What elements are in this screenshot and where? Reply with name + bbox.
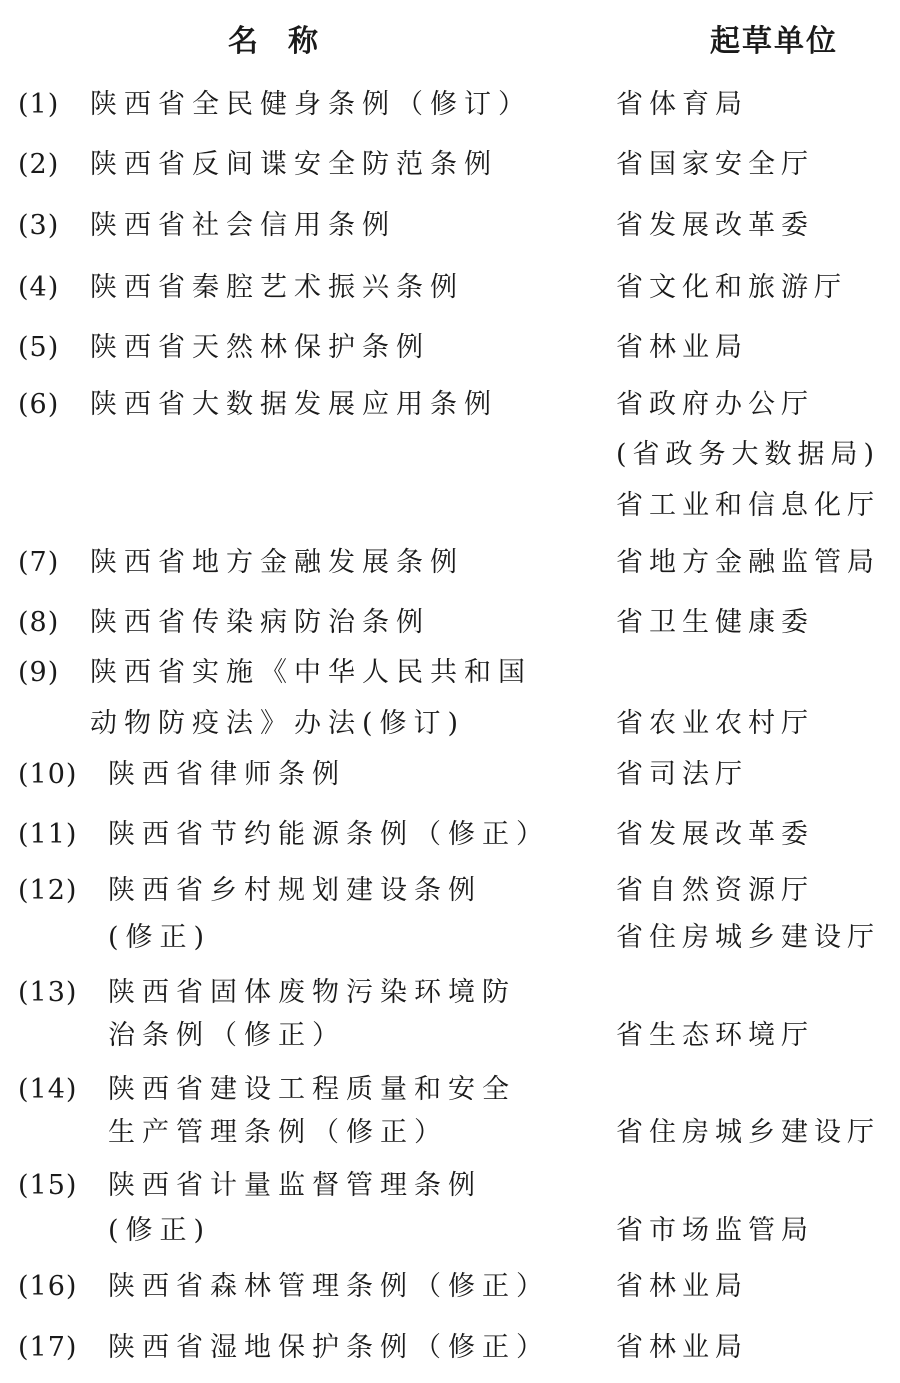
regulation-name: 陕西省固体废物污染环境防	[108, 977, 516, 1008]
drafting-unit: 省市场监管局	[616, 1215, 814, 1246]
regulation-name: 陕西省天然林保护条例	[90, 332, 430, 363]
item-number: (13)	[18, 977, 78, 1008]
list-item-line	[0, 82, 900, 128]
regulation-name: 治条例（修正）	[108, 1020, 346, 1051]
list-item-line	[0, 142, 900, 188]
drafting-unit: 省生态环境厅	[616, 1020, 814, 1051]
list-item-line	[0, 1163, 900, 1209]
item-number: (17)	[18, 1332, 78, 1363]
item-number: (11)	[18, 819, 78, 850]
drafting-unit: 省住房城乡建设厅	[616, 1117, 880, 1148]
drafting-unit: 省林业局	[616, 332, 748, 363]
list-item-line	[0, 432, 900, 478]
list-item-line	[0, 1208, 900, 1254]
drafting-unit: 省地方金融监管局	[616, 547, 880, 578]
item-number: (9)	[18, 657, 60, 688]
item-number: (8)	[18, 607, 60, 638]
regulation-name: 陕西省全民健身条例（修订）	[90, 89, 532, 120]
item-number: (5)	[18, 332, 60, 363]
column-header-name-char-1: 名	[228, 24, 260, 59]
list-item-line	[0, 325, 900, 371]
list-item-line	[0, 701, 900, 747]
item-number: (2)	[18, 149, 60, 180]
item-number: (3)	[18, 210, 60, 241]
column-header-name-char-2: 称	[288, 24, 320, 59]
item-number: (12)	[18, 875, 78, 906]
list-item-line	[0, 1264, 900, 1310]
regulation-name: 生产管理条例（修正）	[108, 1117, 448, 1148]
list-item-line	[0, 915, 900, 961]
drafting-unit: 省住房城乡建设厅	[616, 922, 880, 953]
drafting-unit: 省发展改革委	[616, 819, 814, 850]
regulation-name: 陕西省社会信用条例	[90, 210, 396, 241]
item-number: (1)	[18, 89, 60, 120]
drafting-unit: 省农业农村厅	[616, 708, 814, 739]
regulation-name: 陕西省乡村规划建设条例	[108, 875, 482, 906]
item-number: (6)	[18, 389, 60, 420]
drafting-unit: 省文化和旅游厅	[616, 272, 847, 303]
list-item-line	[0, 650, 900, 696]
list-item-line	[0, 540, 900, 586]
regulation-name: 陕西省传染病防治条例	[90, 607, 430, 638]
list-item-line	[0, 203, 900, 249]
list-item-line	[0, 382, 900, 428]
list-item-line	[0, 483, 900, 529]
item-number: (16)	[18, 1271, 78, 1302]
item-number: (14)	[18, 1074, 78, 1105]
list-item-line	[0, 1325, 900, 1371]
regulation-name: 陕西省大数据发展应用条例	[90, 389, 498, 420]
drafting-unit: 省司法厅	[616, 759, 748, 790]
drafting-unit: 省卫生健康委	[616, 607, 814, 638]
drafting-unit: 省国家安全厅	[616, 149, 814, 180]
regulation-name: 陕西省湿地保护条例（修正）	[108, 1332, 550, 1363]
list-item-line	[0, 752, 900, 798]
drafting-unit: 省政府办公厅	[616, 389, 814, 420]
drafting-unit: (省政务大数据局)	[616, 439, 881, 470]
item-number: (4)	[18, 272, 60, 303]
regulation-name: (修正)	[108, 1215, 212, 1246]
drafting-unit: 省工业和信息化厅	[616, 490, 880, 521]
list-item-line	[0, 812, 900, 858]
drafting-unit: 省体育局	[616, 89, 748, 120]
regulation-name: 陕西省实施《中华人民共和国	[90, 657, 532, 688]
list-item-line	[0, 1110, 900, 1156]
list-item-line	[0, 868, 900, 914]
drafting-unit: 省自然资源厅	[616, 875, 814, 906]
list-item-line	[0, 970, 900, 1016]
drafting-unit: 省发展改革委	[616, 210, 814, 241]
item-number: (10)	[18, 759, 78, 790]
list-item-line	[0, 1067, 900, 1113]
regulation-name: 陕西省秦腔艺术振兴条例	[90, 272, 464, 303]
regulation-name: 陕西省反间谍安全防范条例	[90, 149, 498, 180]
regulation-name: 陕西省计量监督管理条例	[108, 1170, 482, 1201]
regulation-name: 陕西省地方金融发展条例	[90, 547, 464, 578]
column-header-unit: 起草单位	[710, 24, 838, 59]
list-item-line	[0, 1013, 900, 1059]
item-number: (7)	[18, 547, 60, 578]
regulation-name: 动物防疫法》办法(修订)	[90, 708, 466, 739]
regulation-name: (修正)	[108, 922, 212, 953]
list-item-line	[0, 265, 900, 311]
drafting-unit: 省林业局	[616, 1332, 748, 1363]
regulation-name: 陕西省森林管理条例（修正）	[108, 1271, 550, 1302]
item-number: (15)	[18, 1170, 78, 1201]
regulation-name: 陕西省建设工程质量和安全	[108, 1074, 516, 1105]
regulation-name: 陕西省节约能源条例（修正）	[108, 819, 550, 850]
regulation-name: 陕西省律师条例	[108, 759, 346, 790]
list-item-line	[0, 600, 900, 646]
drafting-unit: 省林业局	[616, 1271, 748, 1302]
